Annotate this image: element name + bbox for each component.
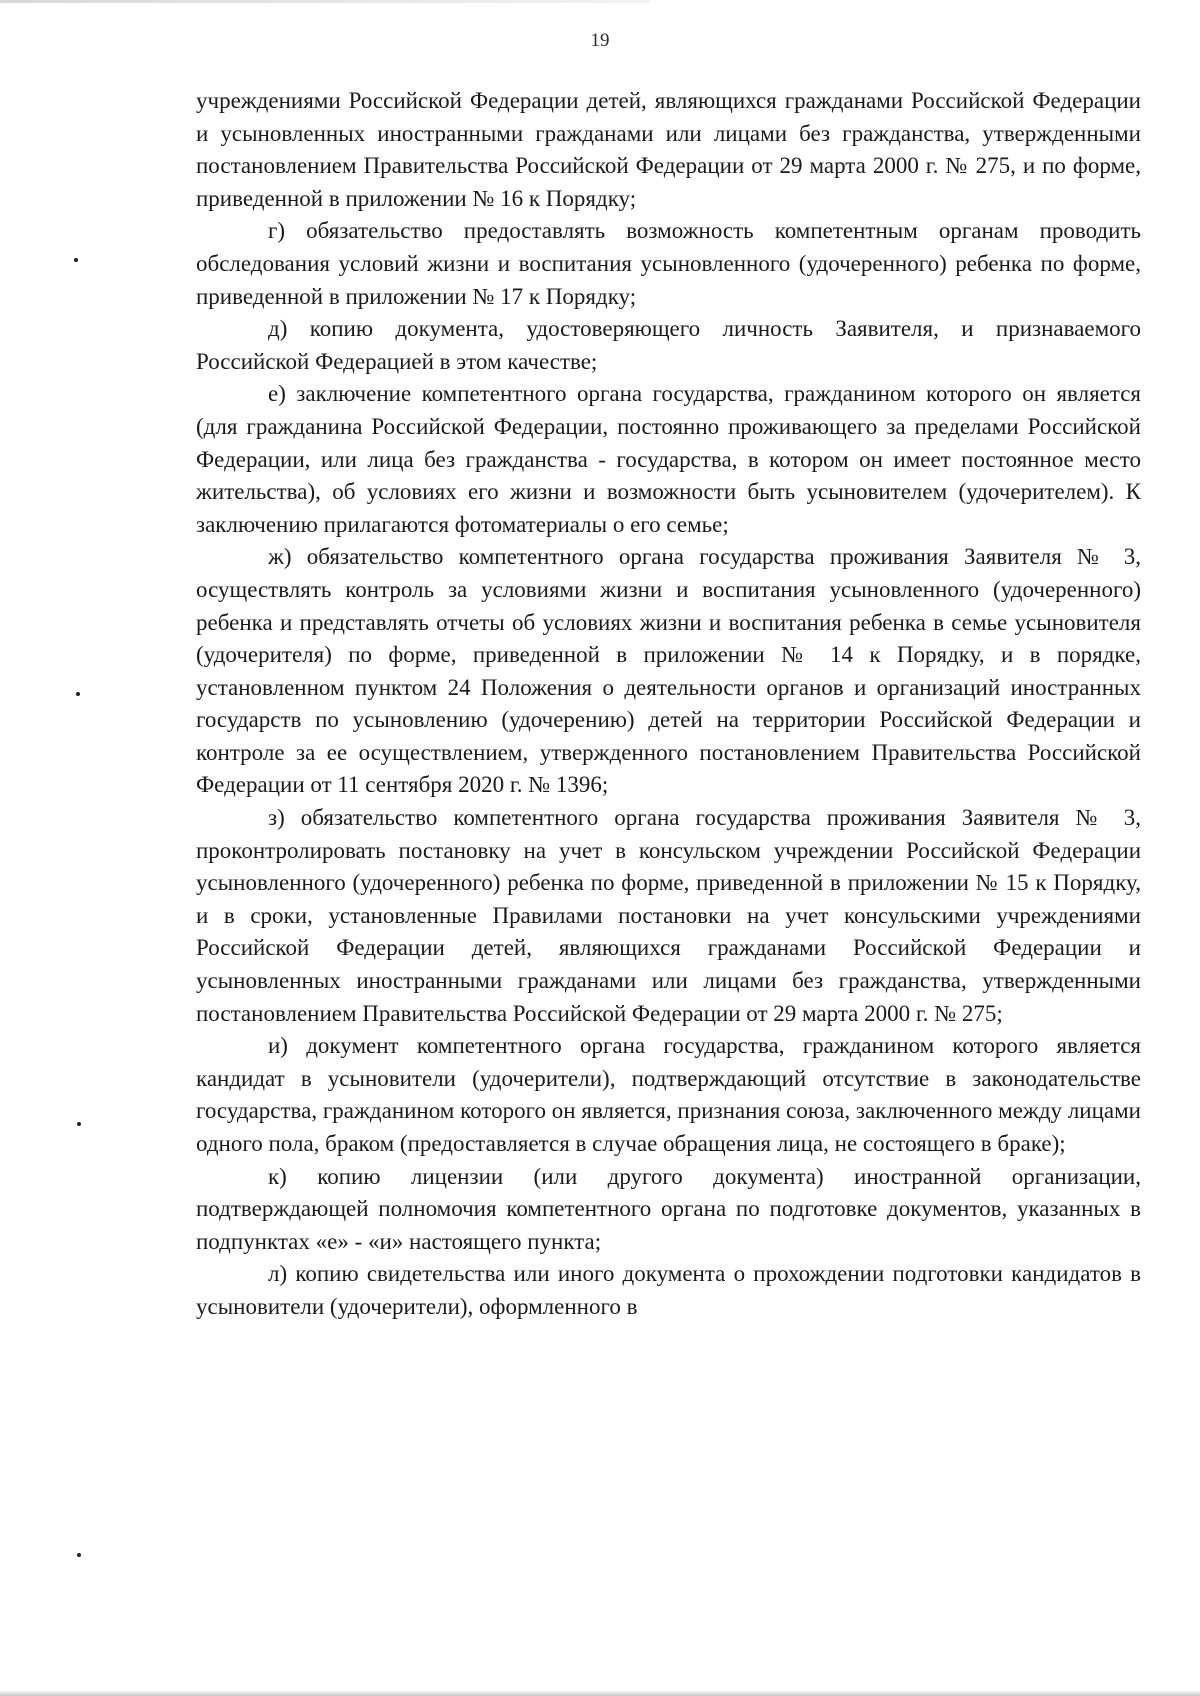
scan-hole-mark — [76, 692, 80, 696]
paragraph-item-k: к) копию лицензии (или другого документа) иностранной организации, подтверждающей полномочия компетентного органа по подготовке документов, указанных в подпунктах «е» - «и» настоящего пункта; — [196, 1163, 1141, 1254]
paragraph-item-z: з) обязательство компетентного органа государства проживания Заявителя № 3, проконтролировать постановку на учет в консульском учреждении Российской Федерации усыновленного (удочеренного) ребенка по форме, приведенной в приложении № 15 к Порядку, и в сроки, установленные Правилами постановки на учет консульскими учреждениями Российской Федерации детей, являющихся гражданами Российской Федерации и усыновленных иностранными гражданами или лицами без гражданства, утвержденными постановлением Правительства Российской Федерации от 29 марта 2000 г. № 275; — [196, 805, 1141, 1026]
paragraph-item-d: д) копию документа, удостоверяющего личность Заявителя, и признаваемого Российской Федерацией в этом качестве; — [196, 316, 1141, 374]
paragraph-item-g: г) обязательство предоставлять возможность компетентным органам проводить обследования условий жизни и воспитания усыновленного (удочеренного) ребенка по форме, приведенной в приложении № 17 к Порядку; — [196, 218, 1141, 309]
scan-hole-mark — [74, 258, 78, 262]
page-number: 19 — [590, 30, 610, 51]
paragraph-item-l: л) копию свидетельства или иного документа о прохождении подготовки кандидатов в усыновители (удочерители), оформленного в — [196, 1261, 1141, 1319]
scan-edge-bottom — [0, 1690, 1200, 1696]
scan-hole-mark — [77, 1122, 81, 1126]
scan-hole-mark — [77, 1553, 81, 1557]
paragraph-item-i: и) документ компетентного органа государства, гражданином которого является кандидат в усыновители (удочерители), подтверждающий отсутствие в законодательстве государства, гражданином которого он является, признания союза, заключенного между лицами одного пола, браком (предоставляется в случае обращения лица, не состоящего в браке); — [196, 1033, 1141, 1156]
paragraph-item-e: е) заключение компетентного органа государства, гражданином которого он является (для гражданина Российской Федерации, постоянно проживающего за пределами Российской Федерации, или лица без гражданства - государства, в котором он имеет постоянное место жительства), об условиях его жизни и возможности быть усыновителем (удочерителем). К заключению прилагаются фотоматериалы о его семье; — [196, 381, 1141, 537]
scan-edge-top — [0, 0, 650, 3]
paragraph-item-zh: ж) обязательство компетентного органа государства проживания Заявителя № 3, осуществлять контроль за условиями жизни и воспитания усыновленного (удочеренного) ребенка и представлять отчеты об условиях жизни и воспитания ребенка в семье усыновителя (удочерителя) по форме, приведенной в приложении № 14 к Порядку, и в порядке, установленном пунктом 24 Положения о деятельности органов и организаций иностранных государств по усыновлению (удочерению) детей на территории Российской Федерации и контроле за ее осуществлением, утвержденного постановлением Правительства Российской Федерации от 11 сентября 2020 г. № 1396; — [196, 544, 1141, 798]
document-body — [196, 85, 1141, 1324]
paragraph-continuation: учреждениями Российской Федерации детей, являющихся гражданами Российской Федерации и усыновленных иностранными гражданами или лицами без гражданства, утвержденными постановлением Правительства Российской Федерации от 29 марта 2000 г. № 275, и по форме, приведенной в приложении № 16 к Порядку; — [196, 88, 1141, 211]
